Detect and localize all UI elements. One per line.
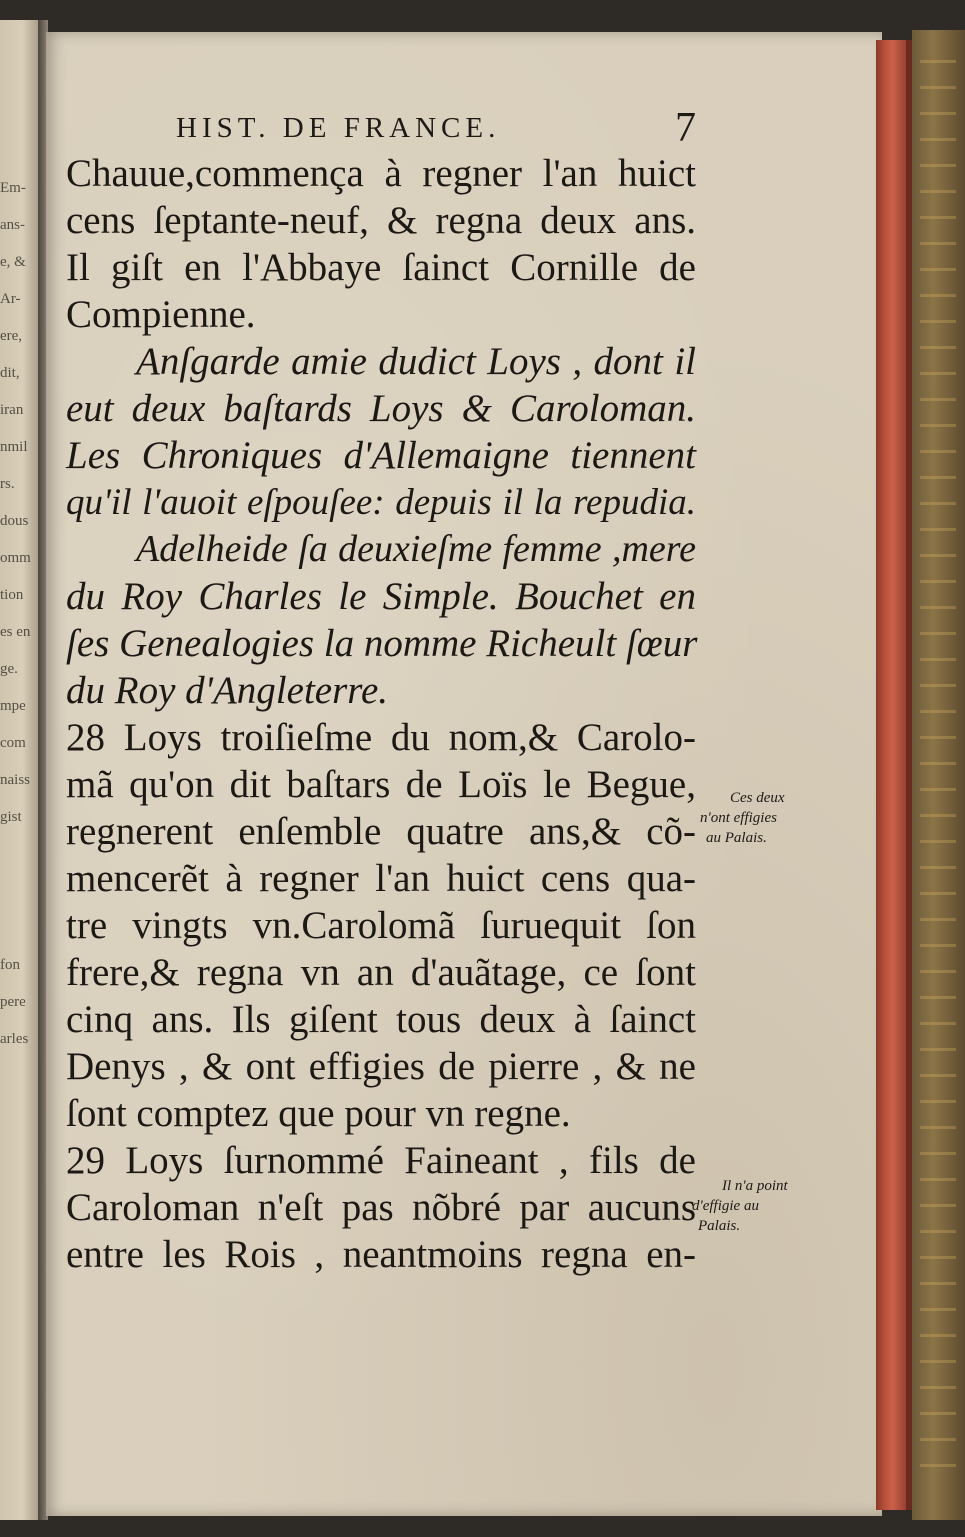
facing-page-fragment: Em-: [0, 180, 26, 196]
facing-page-fragment: gist: [0, 809, 22, 825]
facing-page-fragment: omm: [0, 550, 31, 566]
marginal-note: [692, 1176, 822, 1236]
facing-page-fragment: dit,: [0, 365, 20, 381]
text-line: du Roy d'Angleterre.: [66, 669, 389, 712]
body-text: [66, 150, 696, 1278]
marginal-note-line: Il n'a point: [722, 1178, 788, 1194]
facing-page-fragment: naiss: [0, 772, 30, 788]
facing-page-fragment: [0, 873, 40, 910]
page-header: [176, 105, 696, 151]
text-line: Compienne.: [66, 293, 256, 336]
text-line: tre vingts vn.Carolomã ſuruequit ſon: [66, 904, 696, 947]
facing-page-fragment: ere,: [0, 328, 23, 344]
text-line: mencerẽt à regner l'an huict cens qua-: [66, 857, 696, 900]
red-fore-edge: [876, 40, 906, 1510]
marginal-note-line: Palais.: [698, 1218, 741, 1234]
marginal-note-line: n'ont effigies: [700, 810, 777, 826]
marginal-note-line: d'effigie au: [692, 1198, 759, 1214]
facing-page-fragments: [0, 170, 40, 1058]
text-line: ſont comptez que pour vn regne.: [66, 1092, 571, 1135]
text-line: du Roy Charles le Simple. Bouchet en: [66, 575, 696, 618]
facing-page-fragment: tion: [0, 587, 24, 603]
text-line: 28 Loys troiſieſme du nom,& Carolo-: [66, 716, 696, 759]
text-line: 29 Loys ſurnommé Faineant , fils de: [66, 1139, 696, 1182]
facing-page-fragment: pere: [0, 994, 26, 1010]
facing-page-fragment: es en: [0, 624, 31, 640]
marginal-note-line: Ces deux: [730, 790, 785, 806]
text-line: ſes Genealogies la nomme Richeult ſœur: [66, 622, 698, 665]
facing-page-fragment: com: [0, 735, 26, 751]
text-line: Anſgarde amie dudict Loys , dont il: [136, 340, 696, 383]
page-number: 7: [675, 105, 696, 151]
facing-page-fragment: fon: [0, 957, 20, 973]
facing-page-fragment: dous: [0, 513, 29, 529]
text-line: cinq ans. Ils giſent tous deux à ſainct: [66, 998, 696, 1041]
text-line: Les Chroniques d'Allemaigne tiennent: [66, 434, 696, 477]
facing-page-fragment: ge.: [0, 661, 18, 677]
text-line: regnerent enſemble quatre ans,& cõ-: [66, 810, 696, 853]
text-line: Il giſt en l'Abbaye ſainct Cornille de: [66, 246, 696, 289]
text-line: mã qu'on dit baſtars de Loïs le Begue,: [66, 763, 696, 806]
running-head: HIST. DE FRANCE.: [176, 112, 501, 144]
text-line: frere,& regna vn an d'auãtage, ce ſont: [66, 951, 696, 994]
marginal-note-line: au Palais.: [706, 830, 767, 846]
text-line: entre les Rois , neantmoins regna en-: [66, 1233, 696, 1276]
text-line: eut deux baſtards Loys & Caroloman.: [66, 387, 696, 430]
facing-page-fragment: [0, 836, 40, 873]
text-line: qu'il l'auoit eſpouſee: depuis il la repudia.: [66, 482, 696, 523]
facing-page-fragment: ans-: [0, 217, 25, 233]
text-line: Chauue,commença à regner l'an huict: [66, 152, 696, 195]
text-line: Denys , & ont effigies de pierre , & ne: [66, 1045, 696, 1088]
text-line: Adelheide ſa deuxieſme femme ,mere: [136, 528, 696, 570]
facing-page-edge: [0, 20, 40, 1520]
facing-page-fragment: [0, 910, 40, 947]
facing-page-fragment: Ar-: [0, 291, 21, 307]
cover-tooling: [920, 60, 956, 1490]
facing-page-fragment: nmil: [0, 439, 28, 455]
marginal-note: [700, 788, 830, 848]
facing-page-fragment: arles: [0, 1031, 29, 1047]
text-line: Caroloman n'eſt pas nõbré par aucuns: [66, 1186, 696, 1229]
text-line: cens ſeptante-neuf, & regna deux ans.: [66, 199, 696, 242]
facing-page-fragment: mpe: [0, 698, 26, 714]
facing-page-fragment: rs.: [0, 476, 15, 492]
facing-page-fragment: e, &: [0, 254, 26, 270]
facing-page-fragment: iran: [0, 402, 24, 418]
